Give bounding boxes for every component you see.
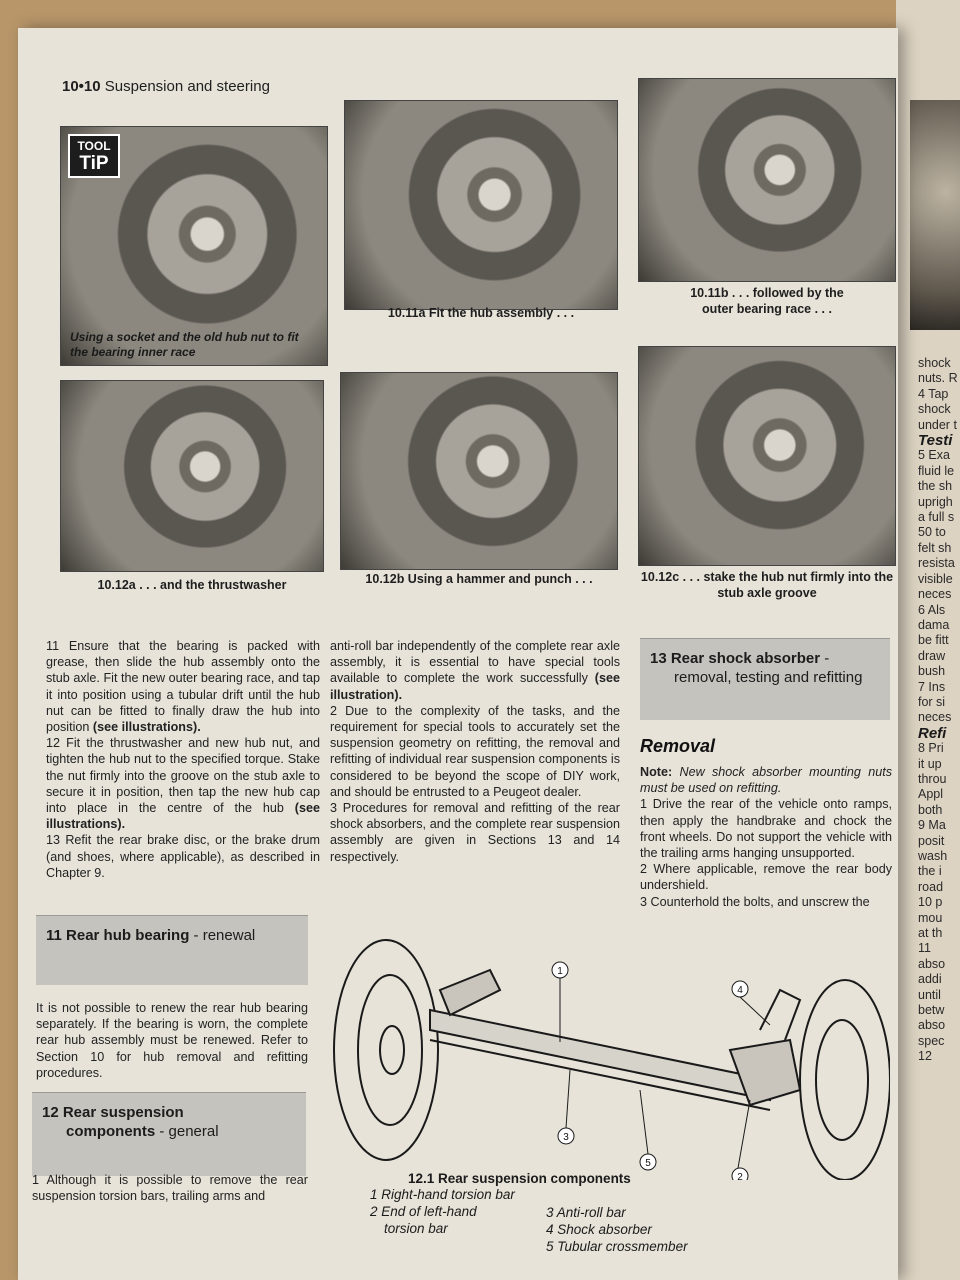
callout-label-5: 5 bbox=[645, 1158, 651, 1169]
legend-col-2 bbox=[546, 1204, 716, 1255]
photo-caption-line2: outer bearing race . . . bbox=[702, 302, 832, 316]
facing-page-line: neces bbox=[918, 587, 952, 602]
paragraph-text: anti-roll bar independently of the complete rear axle assembly, it is essential to have special tools available to complete the work successfully bbox=[330, 639, 620, 686]
section-title-line2: components bbox=[66, 1123, 156, 1140]
facing-page-line: 8 Pri bbox=[918, 741, 944, 756]
facing-page-line: a full s bbox=[918, 510, 955, 525]
paragraph-3: 3 Counterhold the bolts, and unscrew the bbox=[640, 894, 870, 909]
legend-item-2: 2 End of left-hand bbox=[370, 1204, 477, 1219]
facing-page-line: shock bbox=[918, 356, 951, 370]
photo-image bbox=[340, 372, 618, 570]
facing-page-line: 7 Ins bbox=[918, 679, 946, 694]
facing-page-line: resista bbox=[918, 556, 955, 571]
section-13-heading bbox=[640, 638, 890, 720]
section-title-suffix: - bbox=[820, 650, 830, 667]
photo-10-12b bbox=[340, 372, 618, 592]
legend-item-5: 5 Tubular crossmember bbox=[546, 1239, 688, 1254]
facing-page-line: for si bbox=[918, 694, 946, 709]
facing-page-line: 5 Exa bbox=[918, 448, 950, 463]
section-title-bold: 11 Rear hub bearing bbox=[46, 927, 190, 944]
rear-suspension-diagram bbox=[330, 930, 890, 1180]
legend-item-2-cont: torsion bar bbox=[384, 1221, 448, 1236]
legend-item-3: 3 Anti-roll bar bbox=[546, 1205, 626, 1220]
paragraph-text: 11 Ensure that the bearing is packed with grease, then slide the hub assembly onto the stub axle. Fit the new outer bearing race, and tap it into position using a tubular drift until the hub nut can be fitted to finally draw the hub into position bbox=[46, 639, 320, 735]
section-title bbox=[46, 926, 255, 945]
facing-page-line: wash bbox=[918, 849, 948, 863]
legend-item-4: 4 Shock absorber bbox=[546, 1222, 652, 1237]
paragraph-text: 12 Fit the thrustwasher and new hub nut, and tighten the hub nut to the specified torque. Stake the nut firmly into the groove on the stub axle to secure it in position, then tap the new hub cap into place in the centre of the hub bbox=[46, 736, 320, 816]
page-header bbox=[62, 78, 270, 95]
photo-tool-tip bbox=[60, 126, 328, 366]
facing-page-line: the sh bbox=[918, 479, 953, 494]
note bbox=[640, 764, 892, 796]
facing-page-line: neces bbox=[918, 710, 952, 725]
photo-caption: Using a socket and the old hub nut to fit the bearing inner race bbox=[70, 330, 299, 359]
facing-page-line: road bbox=[918, 879, 944, 894]
facing-page-line: mou bbox=[918, 910, 943, 925]
section-title-bold: 13 Rear shock absorber bbox=[650, 650, 821, 667]
facing-page-line: Appl bbox=[918, 787, 944, 802]
page-number: 10•10 bbox=[62, 78, 101, 95]
facing-page-line: betw bbox=[918, 1003, 945, 1018]
chapter-title: Suspension and steering bbox=[104, 78, 270, 95]
right-wheel-tyre bbox=[800, 980, 890, 1180]
photo-caption: 10.12b Using a hammer and punch . . . bbox=[365, 572, 593, 586]
paragraph-11 bbox=[46, 638, 320, 735]
facing-page-photo bbox=[910, 100, 960, 330]
note-label: Note: bbox=[640, 765, 673, 779]
callout-label-2: 2 bbox=[737, 1172, 743, 1180]
section-title bbox=[42, 1103, 219, 1141]
note-text: New shock absorber mounting nuts must be used on refitting. bbox=[640, 765, 892, 796]
legend-item-1: 1 Right-hand torsion bar bbox=[370, 1187, 515, 1202]
diagram-title-text: 12.1 Rear suspension components bbox=[408, 1171, 631, 1186]
photo-10-12c bbox=[638, 346, 896, 606]
illustration-ref: (see illustrations). bbox=[46, 801, 320, 832]
facing-page-heading: Refi bbox=[918, 724, 947, 742]
photo-caption: 10.12a . . . and the thrustwasher bbox=[97, 578, 287, 592]
right-wheel-rim bbox=[816, 1020, 868, 1140]
photo-caption: 10.11a Fit the hub assembly . . . bbox=[387, 306, 575, 320]
section-11-heading bbox=[36, 915, 308, 985]
section-title-line2: removal, testing and refitting bbox=[674, 669, 863, 686]
left-wheel-hub bbox=[380, 1026, 404, 1074]
facing-page-heading: Testi bbox=[918, 432, 953, 450]
section-12-heading bbox=[32, 1092, 306, 1176]
section-title-line1: 12 Rear suspension bbox=[42, 1104, 184, 1121]
paragraph-12 bbox=[46, 735, 320, 832]
photo-10-11a bbox=[344, 100, 618, 340]
photo-image bbox=[344, 100, 618, 310]
facing-page-line: addi bbox=[918, 972, 942, 987]
paragraph-1 bbox=[330, 638, 620, 703]
facing-page-line: draw bbox=[918, 648, 946, 663]
facing-page-line: bush bbox=[918, 664, 946, 679]
section-title bbox=[650, 649, 862, 687]
paragraph-1: 1 Drive the rear of the vehicle onto ramps, then apply the handbrake and chock the front wheels. Do not support the vehicle with the trailing arms hanging unsupported. bbox=[640, 797, 892, 861]
facing-page-line: 11 bbox=[918, 941, 931, 956]
section-11-body: It is not possible to renew the rear hub bearing separately. If the bearing is worn, the complete rear hub assembly must be renewed. Refer to Section 10 for hub removal and refitting procedures. bbox=[36, 1001, 308, 1080]
section-title-suffix: - general bbox=[155, 1123, 219, 1140]
facing-page-line: 50 to bbox=[918, 525, 946, 540]
facing-page-line: felt sh bbox=[918, 540, 952, 555]
photo-image bbox=[60, 380, 324, 572]
left-trailing-arm bbox=[440, 970, 500, 1015]
illustration-ref: (see illustration). bbox=[330, 671, 621, 702]
photo-caption-line1: 10.12c . . . stake the hub nut firmly into the bbox=[640, 570, 894, 584]
paragraph-2: 2 Due to the complexity of the tasks, and the requirement for special tools to accurately set the suspension geometry on refitting, the removal and refitting of individual rear suspension components is considered to be beyond the scope of DIY work, and should be entrusted to a Peugeot dealer. bbox=[330, 703, 620, 799]
facing-page-line: dama bbox=[918, 617, 950, 632]
right-trailing-arm bbox=[730, 1040, 800, 1105]
facing-page-line: it up bbox=[918, 756, 942, 771]
facing-page-line: abso bbox=[918, 956, 946, 971]
paragraph-2: 2 Where applicable, remove the rear body undershield. bbox=[640, 862, 892, 893]
facing-page-line: until bbox=[918, 987, 941, 1002]
tool-tip-badge bbox=[68, 134, 120, 178]
paragraph-3: 3 Procedures for removal and refitting of the rear shock absorbers, and the complete rear suspension assembly are given in Sections 13 and 14 respectively. bbox=[330, 801, 620, 864]
facing-page-line: shock bbox=[918, 402, 951, 417]
tool-tip-line1: TOOL bbox=[77, 139, 111, 153]
facing-page-line: 12 bbox=[918, 1049, 932, 1064]
facing-page-line: 9 Ma bbox=[918, 818, 946, 833]
column-3 bbox=[640, 764, 892, 910]
callout-label-3: 3 bbox=[563, 1132, 569, 1143]
facing-page-line: be fitt bbox=[918, 633, 949, 648]
facing-page-line: posit bbox=[918, 833, 945, 848]
removal-subheading: Removal bbox=[640, 736, 716, 756]
photo-image bbox=[638, 78, 896, 282]
column-1 bbox=[46, 638, 320, 881]
callout-label-1: 1 bbox=[557, 966, 563, 977]
tool-tip-line2: TiP bbox=[79, 153, 109, 174]
tubular-crossmember bbox=[430, 1010, 770, 1100]
facing-page-line: nuts. R bbox=[918, 371, 958, 386]
legend-col-1 bbox=[370, 1186, 540, 1237]
facing-page-line: fluid le bbox=[918, 463, 955, 478]
facing-page-line: visible bbox=[918, 571, 953, 586]
photo-caption-line1: 10.11b . . . followed by the bbox=[690, 286, 844, 300]
facing-page-text bbox=[918, 356, 960, 1065]
left-wheel-rim bbox=[358, 975, 422, 1125]
facing-page-line: at th bbox=[918, 926, 943, 941]
column-2 bbox=[330, 638, 620, 865]
diagram-title bbox=[408, 1170, 631, 1187]
facing-page-line: the i bbox=[918, 864, 942, 879]
section-title-suffix: - renewal bbox=[189, 927, 256, 944]
facing-page-line: throu bbox=[918, 771, 947, 786]
shock-absorber bbox=[760, 990, 800, 1040]
facing-page-line: 4 Tap bbox=[918, 386, 949, 401]
photo-caption-line2: stub axle groove bbox=[717, 586, 817, 600]
section-12-body: 1 Although it is possible to remove the rear suspension torsion bars, trailing arms and bbox=[32, 1173, 308, 1204]
facing-page bbox=[896, 0, 960, 1280]
photo-10-12a bbox=[60, 380, 324, 600]
photo-image bbox=[638, 346, 896, 566]
paragraph-13: 13 Refit the rear brake disc, or the brake drum (and shoes, where applicable), as described in Chapter 9. bbox=[46, 833, 320, 880]
facing-page-line: under t bbox=[918, 417, 957, 432]
illustration-ref: (see illustrations). bbox=[92, 720, 201, 735]
facing-page-line: both bbox=[918, 802, 943, 817]
callout-label-4: 4 bbox=[737, 985, 743, 996]
facing-page-line: uprigh bbox=[918, 494, 953, 509]
facing-page-line: spec bbox=[918, 1033, 945, 1048]
photo-10-11b bbox=[638, 78, 896, 328]
facing-page-line: abso bbox=[918, 1018, 946, 1033]
facing-page-line: 10 p bbox=[918, 895, 943, 910]
facing-page-line: 6 Als bbox=[918, 602, 946, 617]
